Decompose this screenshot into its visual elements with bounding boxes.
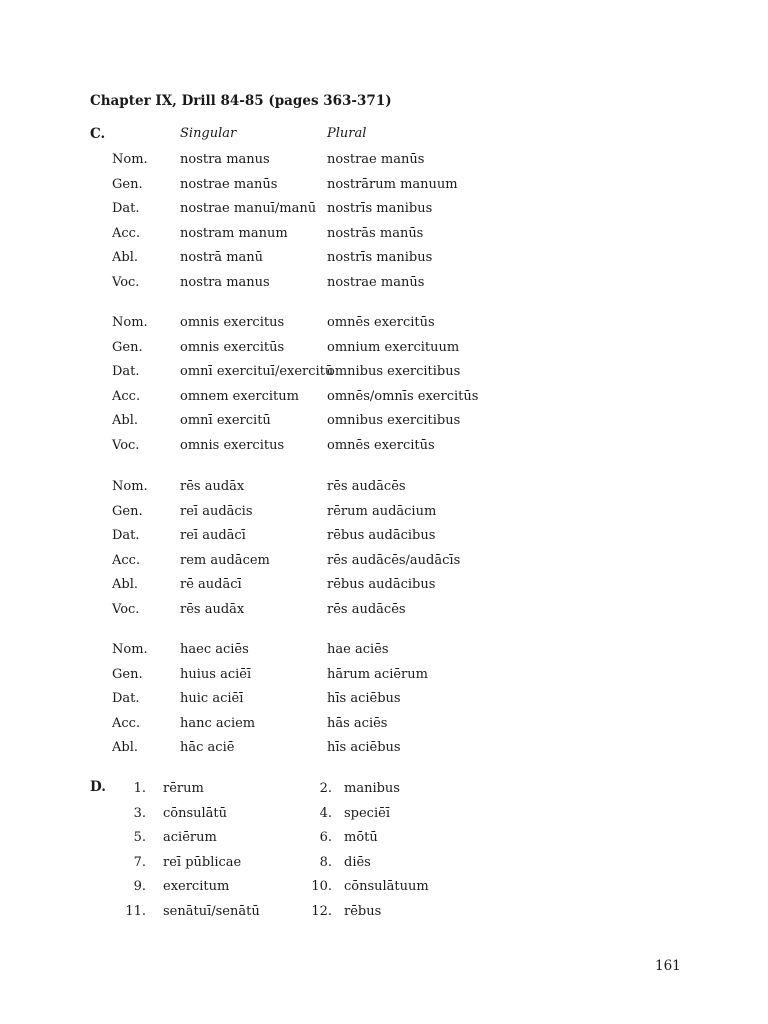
case-label: Acc. <box>112 388 141 404</box>
singular-form: rēs audāx <box>180 601 245 617</box>
plural-form: omnium exercituum <box>327 339 460 355</box>
plural-form: nostrae manūs <box>327 152 425 167</box>
case-label: Abl. <box>112 413 138 428</box>
answer-text: diēs <box>344 854 371 870</box>
case-label: Abl. <box>112 740 138 755</box>
answer-row <box>0 828 768 848</box>
answer-number: 3. <box>133 805 146 821</box>
declension-row <box>0 689 768 709</box>
plural-form: hās aciēs <box>327 715 388 731</box>
singular-form: huic aciēī <box>180 691 244 706</box>
declension-row <box>0 338 768 358</box>
case-label: Voc. <box>112 274 140 290</box>
plural-form: omnibus exercitibus <box>327 364 461 379</box>
declension-row <box>0 150 768 170</box>
answer-number: 11. <box>125 903 146 919</box>
plural-form: rēs audācēs <box>327 479 406 494</box>
singular-form: nostram manum <box>180 225 288 241</box>
answer-text: cōnsulātuum <box>344 879 429 894</box>
case-label: Dat. <box>112 364 140 379</box>
declension-row <box>0 600 768 620</box>
singular-form: huius aciēī <box>180 666 252 682</box>
plural-form: hīs aciēbus <box>327 691 401 706</box>
plural-form: rēs audācēs/audācīs <box>327 552 461 568</box>
declension-row <box>0 273 768 293</box>
case-label: Dat. <box>112 691 140 706</box>
answer-row <box>0 853 768 873</box>
answer-number: 10. <box>311 879 332 894</box>
singular-form: rē audācī <box>180 577 242 592</box>
plural-form: nostrīs manibus <box>327 201 433 216</box>
singular-form: nostra manus <box>180 274 270 290</box>
section-c-label: C. <box>90 126 106 142</box>
plural-form: nostrās manūs <box>327 225 424 241</box>
answer-text: rēbus <box>344 903 382 919</box>
plural-form: nostrārum manuum <box>327 176 458 192</box>
plural-form: omnibus exercitibus <box>327 413 461 428</box>
plural-form: nostrae manūs <box>327 274 425 290</box>
singular-form: haec aciēs <box>180 642 249 657</box>
singular-form: nostrae manūs <box>180 176 278 192</box>
singular-column-header: Singular <box>180 126 237 141</box>
singular-form: reī audācī <box>180 528 246 543</box>
case-label: Nom. <box>112 315 148 330</box>
declension-row <box>0 411 768 431</box>
answer-number: 9. <box>133 879 146 894</box>
answer-text: aciērum <box>163 830 217 845</box>
case-label: Voc. <box>112 601 140 617</box>
singular-form: reī audācis <box>180 503 253 519</box>
declension-row <box>0 387 768 407</box>
plural-form: omnēs/omnīs exercitūs <box>327 388 479 404</box>
answer-text: rērum <box>163 781 204 796</box>
answer-number: 1. <box>133 781 146 796</box>
case-label: Acc. <box>112 715 141 731</box>
case-label: Gen. <box>112 503 143 519</box>
page-heading: Chapter IX, Drill 84-85 (pages 363-371) <box>90 93 392 109</box>
case-label: Abl. <box>112 250 138 265</box>
answer-number: 12. <box>311 903 332 919</box>
declension-row <box>0 551 768 571</box>
singular-form: omnis exercitus <box>180 315 285 330</box>
plural-form: omnēs exercitūs <box>327 315 435 330</box>
plural-form: hīs aciēbus <box>327 740 401 755</box>
case-label: Nom. <box>112 479 148 494</box>
plural-form: hae aciēs <box>327 642 389 657</box>
declension-row <box>0 224 768 244</box>
singular-form: hāc aciē <box>180 740 235 755</box>
declension-row <box>0 575 768 595</box>
case-label: Gen. <box>112 339 143 355</box>
answer-row <box>0 877 768 897</box>
case-label: Nom. <box>112 642 148 657</box>
declension-row <box>0 313 768 333</box>
declension-row <box>0 714 768 734</box>
declension-row <box>0 640 768 660</box>
case-label: Gen. <box>112 176 143 192</box>
case-label: Dat. <box>112 528 140 543</box>
answer-text: exercitum <box>163 879 230 894</box>
answer-number: 4. <box>319 805 332 821</box>
answer-text: speciēī <box>344 805 390 821</box>
declension-row <box>0 436 768 456</box>
plural-form: hārum aciērum <box>327 666 428 682</box>
case-label: Acc. <box>112 552 141 568</box>
declension-row <box>0 502 768 522</box>
case-label: Abl. <box>112 577 138 592</box>
plural-form: rērum audācium <box>327 503 437 519</box>
plural-form: rēbus audācibus <box>327 577 436 592</box>
case-label: Acc. <box>112 225 141 241</box>
declension-row <box>0 199 768 219</box>
declension-row <box>0 526 768 546</box>
answer-text: reī pūblicae <box>163 854 242 870</box>
case-label: Gen. <box>112 666 143 682</box>
answer-text: senātuī/senātū <box>163 903 260 919</box>
answer-text: manibus <box>344 781 400 796</box>
declension-row <box>0 665 768 685</box>
singular-form: rēs audāx <box>180 479 245 494</box>
plural-form: rēs audācēs <box>327 601 406 617</box>
case-label: Voc. <box>112 437 140 453</box>
answer-number: 8. <box>319 854 332 870</box>
answer-number: 6. <box>319 830 332 845</box>
plural-column-header: Plural <box>327 126 367 141</box>
declension-row <box>0 248 768 268</box>
singular-form: omnī exercitū <box>180 413 271 428</box>
singular-form: rem audācem <box>180 552 270 568</box>
answer-number: 2. <box>319 781 332 796</box>
singular-form: omnis exercitūs <box>180 339 285 355</box>
declension-row <box>0 477 768 497</box>
singular-form: nostrā manū <box>180 250 264 265</box>
answer-row <box>0 902 768 922</box>
plural-form: rēbus audācibus <box>327 528 436 543</box>
case-label: Nom. <box>112 152 148 167</box>
singular-form: omnī exercituī/exercitū <box>180 364 334 379</box>
answer-text: cōnsulātū <box>163 805 228 821</box>
plural-form: nostrīs manibus <box>327 250 433 265</box>
declension-row <box>0 362 768 382</box>
singular-form: hanc aciem <box>180 715 256 731</box>
singular-form: omnem exercitum <box>180 388 299 404</box>
answer-row <box>0 804 768 824</box>
answer-number: 7. <box>133 854 146 870</box>
declension-row <box>0 738 768 758</box>
answer-row <box>0 779 768 799</box>
section-d-label: D. <box>90 779 106 795</box>
case-label: Dat. <box>112 201 140 216</box>
page-number: 161 <box>655 958 681 974</box>
declension-row <box>0 175 768 195</box>
plural-form: omnēs exercitūs <box>327 437 435 453</box>
singular-form: omnis exercitus <box>180 437 285 453</box>
singular-form: nostra manus <box>180 152 270 167</box>
answer-number: 5. <box>133 830 146 845</box>
answer-text: mōtū <box>344 830 378 845</box>
singular-form: nostrae manuī/manū <box>180 201 317 216</box>
